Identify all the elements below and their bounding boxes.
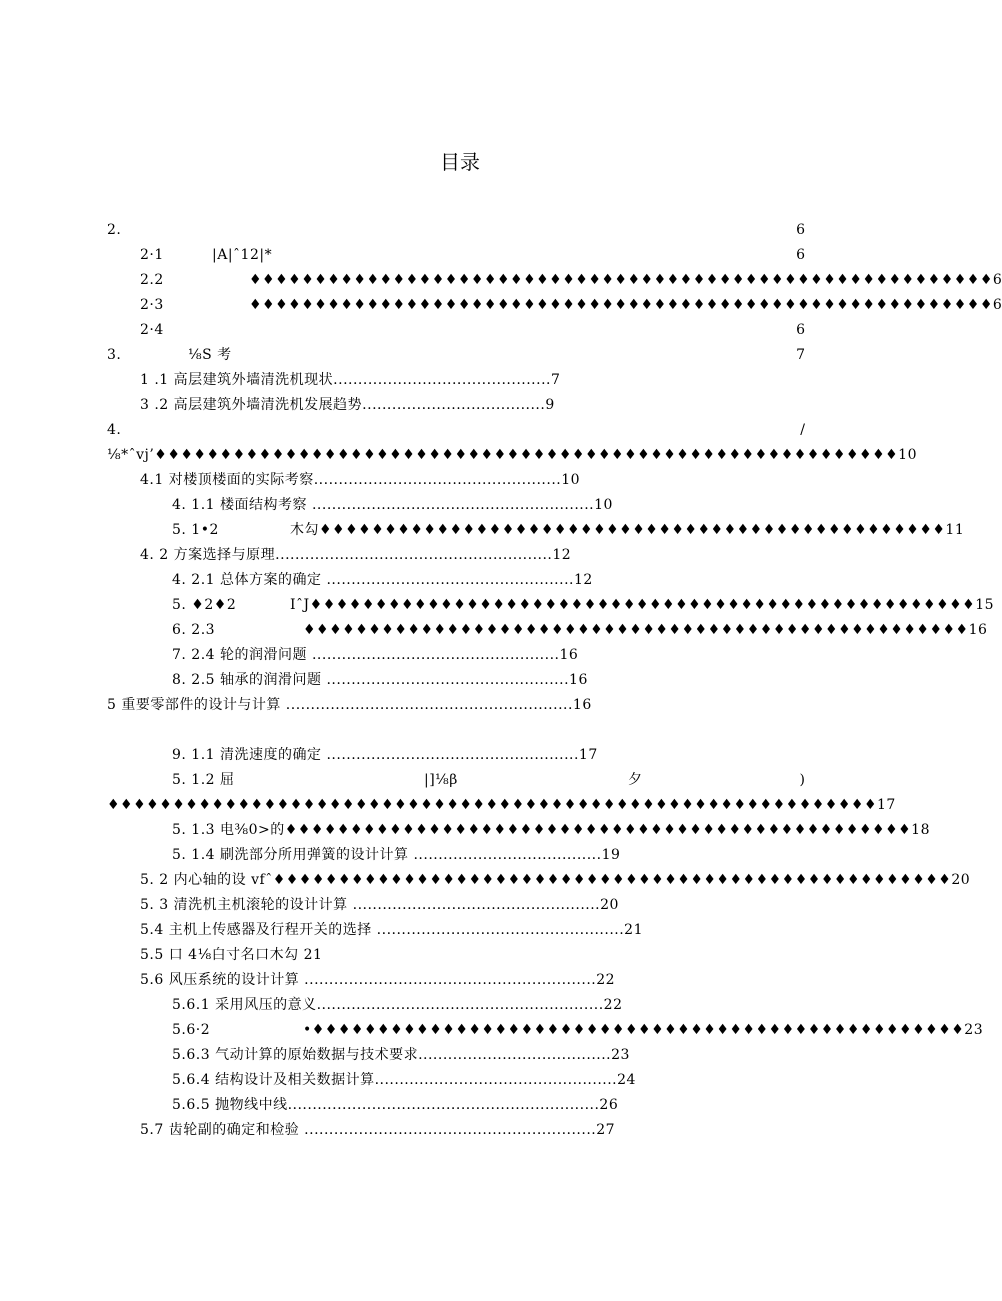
toc-entry-text: 5 重要零部件的设计与计算 ..........................................................16: [107, 697, 592, 713]
toc-entry[interactable]: [0, 993, 920, 1018]
toc-entry-text: 夕: [628, 772, 643, 788]
toc-entry[interactable]: [0, 643, 920, 668]
toc-entry-text: ⅛S 考: [188, 347, 232, 363]
toc-page-number: 7: [796, 347, 805, 363]
toc-entry-text: 5.6.5 抛物线中线...............................................................26: [172, 1097, 619, 1113]
toc-entry[interactable]: [0, 1043, 920, 1068]
toc-entry-text: IˆJ♦♦♦♦♦♦♦♦♦♦♦♦♦♦♦♦♦♦♦♦♦♦♦♦♦♦♦♦♦♦♦♦♦♦♦♦♦♦♦♦♦♦♦♦♦♦♦♦♦♦♦15: [290, 597, 995, 613]
toc-page-number: /: [800, 422, 805, 438]
toc-entry-text: 2·1: [140, 247, 164, 263]
toc-entry-text: 4. 2 方案选择与原理........................................................12: [140, 547, 572, 563]
toc-entry[interactable]: [0, 568, 920, 593]
toc-entry-text: 5.5 口 4⅛白寸名口木勾 21: [140, 947, 323, 963]
toc-entry-text: 5. 2 内心轴的设 vfˆ♦♦♦♦♦♦♦♦♦♦♦♦♦♦♦♦♦♦♦♦♦♦♦♦♦♦♦♦♦♦♦♦♦♦♦♦♦♦♦♦♦♦♦♦♦♦♦♦♦♦♦♦20: [140, 872, 971, 888]
toc-entry[interactable]: [0, 343, 920, 368]
toc-entry[interactable]: [0, 743, 920, 768]
toc-entry-text: 2·4: [140, 322, 164, 338]
toc-entry[interactable]: [0, 368, 920, 393]
toc-entry-text: 6. 2.3: [172, 622, 216, 638]
toc-entry[interactable]: [0, 243, 920, 268]
toc-entry-text: 5.6·2: [172, 1022, 211, 1038]
toc-entry-text: 8. 2.5 轴承的润滑问题 .................................................16: [172, 672, 588, 688]
toc-entry-text: ♦♦♦♦♦♦♦♦♦♦♦♦♦♦♦♦♦♦♦♦♦♦♦♦♦♦♦♦♦♦♦♦♦♦♦♦♦♦♦♦♦♦♦♦♦♦♦♦♦♦♦♦♦♦♦♦♦6: [249, 272, 1002, 288]
toc-entry[interactable]: [0, 468, 920, 493]
toc-entry-text: 5.6.3 气动计算的原始数据与技术要求.......................................23: [172, 1047, 630, 1063]
toc-entry[interactable]: [0, 668, 920, 693]
toc-entry[interactable]: [0, 518, 965, 543]
toc-entry-text: ⅛*ˆvj’♦♦♦♦♦♦♦♦♦♦♦♦♦♦♦♦♦♦♦♦♦♦♦♦♦♦♦♦♦♦♦♦♦♦♦♦♦♦♦♦♦♦♦♦♦♦♦♦♦♦♦♦♦♦♦♦♦10: [107, 447, 917, 463]
toc-entry[interactable]: [0, 793, 920, 818]
toc-entry-text: 5.6.1 采用风压的意义..........................................................22: [172, 997, 623, 1013]
toc-entry-text: 5. 1.2 屈: [172, 772, 235, 788]
toc-entry-text: |A|ˆ12|*: [212, 247, 273, 263]
toc-entry-text: 1 .1 高层建筑外墙清洗机现状............................................7: [140, 372, 561, 388]
toc-entry-text: 2.: [107, 222, 122, 238]
toc-entry[interactable]: [0, 1068, 920, 1093]
toc-entry-text: 7. 2.4 轮的润滑问题 ..................................................16: [172, 647, 579, 663]
toc-entry[interactable]: [0, 593, 995, 618]
toc-entry-text: 5.6.4 结构设计及相关数据计算.................................................24: [172, 1072, 636, 1088]
toc-entry-text: |]⅛β: [424, 772, 458, 788]
toc-entry[interactable]: [0, 318, 920, 343]
toc-entry[interactable]: [0, 843, 920, 868]
toc-entry-text: 木勾♦♦♦♦♦♦♦♦♦♦♦♦♦♦♦♦♦♦♦♦♦♦♦♦♦♦♦♦♦♦♦♦♦♦♦♦♦♦♦♦♦♦♦♦♦♦♦♦11: [290, 522, 965, 538]
toc-entry-text: 4.1 对楼顶楼面的实际考察..................................................10: [140, 472, 581, 488]
toc-page-number: 6: [796, 247, 805, 263]
toc-entry-text: ♦♦♦♦♦♦♦♦♦♦♦♦♦♦♦♦♦♦♦♦♦♦♦♦♦♦♦♦♦♦♦♦♦♦♦♦♦♦♦♦♦♦♦♦♦♦♦♦♦♦♦♦♦♦♦♦♦6: [249, 297, 1002, 313]
toc-page-number: 6: [796, 322, 805, 338]
toc-entry[interactable]: [0, 868, 971, 893]
toc-entry-text: 3 .2 高层建筑外墙清洗机发展趋势.....................................9: [140, 397, 555, 413]
toc-entry-text: 3.: [107, 347, 122, 363]
toc-entry-text: 5. 3 清洗机主机滚轮的设计计算 ..................................................20: [140, 897, 619, 913]
toc-entry[interactable]: [0, 443, 920, 468]
toc-entry[interactable]: [0, 968, 920, 993]
toc-entry[interactable]: [0, 1118, 920, 1143]
toc-entry[interactable]: [0, 1018, 984, 1043]
toc-entry[interactable]: [0, 918, 920, 943]
toc-entry-text: 2.2: [140, 272, 164, 288]
toc-entry-text: 5.4 主机上传感器及行程开关的选择 ..................................................21: [140, 922, 643, 938]
toc-entry[interactable]: [0, 818, 930, 843]
toc-entry-text: 5.6 风压系统的设计计算 ...........................................................22: [140, 972, 616, 988]
toc-entry-text: 9. 1.1 清洗速度的确定 ...................................................17: [172, 747, 598, 763]
toc-entry-text: 4.: [107, 422, 122, 438]
toc-entry-text: 5. 1.3 电⅜0>的♦♦♦♦♦♦♦♦♦♦♦♦♦♦♦♦♦♦♦♦♦♦♦♦♦♦♦♦♦♦♦♦♦♦♦♦♦♦♦♦♦♦♦♦♦♦♦♦18: [172, 822, 930, 838]
toc-entry-text: ♦♦♦♦♦♦♦♦♦♦♦♦♦♦♦♦♦♦♦♦♦♦♦♦♦♦♦♦♦♦♦♦♦♦♦♦♦♦♦♦♦♦♦♦♦♦♦♦♦♦♦♦♦♦♦♦♦♦♦17: [107, 797, 896, 813]
toc-entry[interactable]: [0, 1093, 920, 1118]
toc-entry-text: 5. 1•2: [172, 522, 219, 538]
toc-entry-text: 4. 2.1 总体方案的确定 ..................................................12: [172, 572, 593, 588]
toc-entry[interactable]: [0, 218, 920, 243]
toc-entry[interactable]: [0, 893, 920, 918]
toc-entry[interactable]: [0, 393, 920, 418]
toc-entry[interactable]: [0, 418, 920, 443]
page-title: 目录: [440, 150, 480, 174]
toc-entry[interactable]: [0, 768, 920, 793]
toc-entry-text: 5. 1.4 刷洗部分所用弹簧的设计计算 ......................................19: [172, 847, 621, 863]
toc-entry-text: ♦♦♦♦♦♦♦♦♦♦♦♦♦♦♦♦♦♦♦♦♦♦♦♦♦♦♦♦♦♦♦♦♦♦♦♦♦♦♦♦♦♦♦♦♦♦♦♦♦♦♦16: [303, 622, 988, 638]
toc-entry-text: 5. ♦2♦2: [172, 597, 237, 613]
toc-entry-text: 5.7 齿轮副的确定和检验 ...........................................................27: [140, 1122, 616, 1138]
toc-entry-text: 4. 1.1 楼面结构考察 .........................................................10: [172, 497, 613, 513]
toc-entry[interactable]: [0, 543, 920, 568]
toc-entry[interactable]: [0, 268, 1002, 293]
toc-entry[interactable]: [0, 293, 1002, 318]
toc-page-number: ): [799, 772, 805, 788]
toc-entry[interactable]: [0, 943, 920, 968]
toc-entry[interactable]: [0, 693, 920, 718]
toc-entry[interactable]: [0, 618, 988, 643]
toc-entry[interactable]: [0, 493, 920, 518]
toc-entry-text: 2·3: [140, 297, 164, 313]
toc-entry-text: •♦♦♦♦♦♦♦♦♦♦♦♦♦♦♦♦♦♦♦♦♦♦♦♦♦♦♦♦♦♦♦♦♦♦♦♦♦♦♦♦♦♦♦♦♦♦♦♦♦♦23: [303, 1022, 984, 1038]
toc-page-number: 6: [796, 222, 805, 238]
